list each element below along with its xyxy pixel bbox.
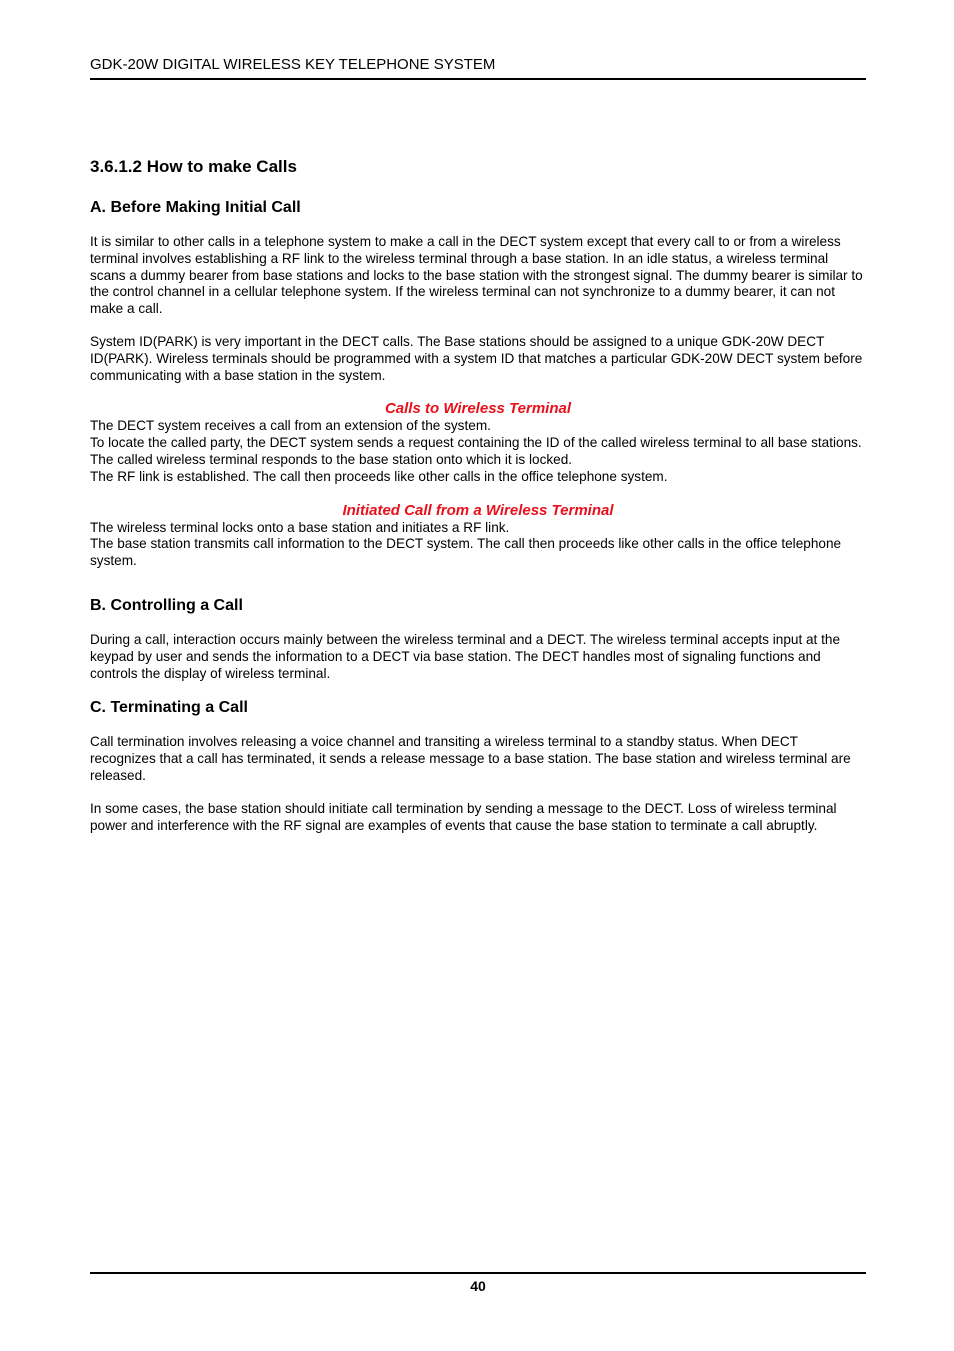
caption-calls-to-wireless-terminal: Calls to Wireless Terminal: [384, 400, 572, 418]
section-title: 3.6.1.2 How to make Calls: [90, 157, 297, 176]
page-footer: [90, 1272, 866, 1294]
calls-from-line-2: The base station transmits call information to the DECT system. The call then proceeds like other calls in the office telephone system.: [90, 536, 842, 569]
part-c-paragraph-2: In some cases, the base station should initiate call termination by sending a message to the DECT. Loss of wireless terminal power and interference with the RF signal are examples of events that cause the base station to terminate a call abruptly.: [90, 800, 837, 833]
part-b-title: B. Controlling a Call: [90, 596, 243, 614]
part-a-paragraph-1: It is similar to other calls in a telephone system to make a call in the DECT system except that every call to or from a wireless terminal involves establishing a RF link to the wireless terminal through a base station. In an idle status, a wireless terminal scans a dummy bearer from base stations and locks to the base station with the strongest signal. The dummy bearer is similar to the control channel in a cellular telephone system. If the wireless terminal can not synchronize to a dummy bearer, it can not make a call.: [90, 234, 863, 317]
page-content: [90, 156, 866, 834]
calls-to-line-3: The called wireless terminal responds to the base station onto which it is locked.: [90, 451, 573, 467]
calls-to-line-2: To locate the called party, the DECT system sends a request containing the ID of the called wireless terminal to all base stations.: [90, 435, 862, 451]
calls-from-line-1: The wireless terminal locks onto a base station and initiates a RF link.: [90, 519, 510, 535]
page-header: [90, 56, 866, 80]
header-title: GDK-20W DIGITAL WIRELESS KEY TELEPHONE SYSTEM: [90, 56, 496, 73]
part-a-title: A. Before Making Initial Call: [90, 199, 301, 216]
part-b-paragraph-1: During a call, interaction occurs mainly between the wireless terminal and a DECT. The wireless terminal accepts input at the keypad by user and sends the information to a DECT via base station. The DECT handles most of signaling functions and controls the display of wireless terminal.: [90, 631, 841, 681]
page-number: 40: [470, 1278, 486, 1294]
caption-initiated-call: Initiated Call from a Wireless Terminal: [342, 501, 614, 519]
part-c-paragraph-1: Call termination involves releasing a voice channel and transiting a wireless terminal to a standby status. When DECT recognizes that a call has terminated, it sends a release message to a base station. The base station and wireless terminal are released.: [90, 734, 851, 783]
calls-to-line-4: The RF link is established. The call then proceeds like other calls in the office telephone system.: [90, 468, 668, 484]
part-c-title: C. Terminating a Call: [90, 699, 248, 717]
calls-to-line-1: The DECT system receives a call from an extension of the system.: [90, 418, 491, 434]
part-a-paragraph-2: System ID(PARK) is very important in the DECT calls. The Base stations should be assigned to a unique GDK-20W DECT ID(PARK). Wireless terminals should be programmed with a system ID that matches a particular GDK-20W DECT system before communicating with a base station in the system.: [90, 333, 863, 383]
